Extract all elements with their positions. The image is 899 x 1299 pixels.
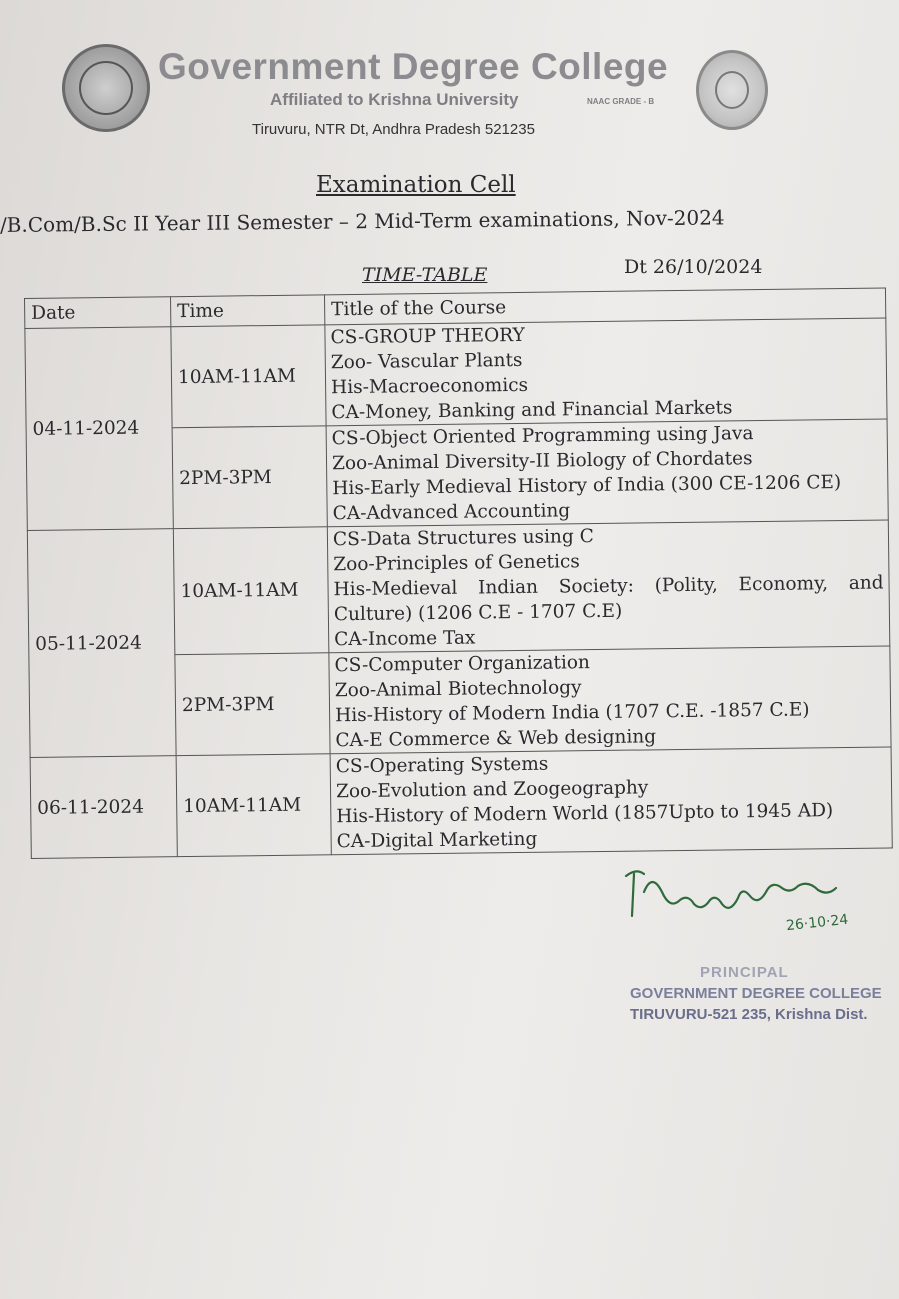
course-title: Zoo-Animal Biotechnology bbox=[334, 677, 582, 702]
course-list bbox=[325, 318, 887, 426]
course-title: CS-Object Oriented Programming using Java bbox=[331, 423, 754, 450]
course-title: CS-GROUP THEORY bbox=[330, 324, 525, 349]
header-time: Time bbox=[170, 295, 324, 327]
course-title: Zoo-Evolution and Zoogeography bbox=[335, 777, 649, 803]
exam-time: 2PM-3PM bbox=[175, 653, 330, 756]
signature-date: 26·10·24 bbox=[785, 911, 850, 935]
examination-cell-title: Examination Cell bbox=[316, 172, 516, 198]
course-title: His-Macroeconomics bbox=[330, 374, 529, 399]
exam-time: 10AM-11AM bbox=[176, 754, 331, 857]
course-list bbox=[330, 747, 892, 855]
timetable bbox=[24, 287, 893, 858]
course-title: CS-Data Structures using C bbox=[332, 526, 594, 551]
table-row bbox=[25, 318, 887, 430]
course-title: CA-Digital Marketing bbox=[336, 828, 538, 853]
course-title: His-Medieval Indian Society: (Polity, Economy, and Culture) (1206 C.E - 1707 C.E) bbox=[333, 572, 884, 626]
timetable-heading: TIME-TABLE bbox=[362, 264, 488, 286]
exam-time: 2PM-3PM bbox=[172, 426, 327, 529]
table-row bbox=[30, 747, 892, 859]
course-title: Zoo-Animal Diversity-II Biology of Chordates bbox=[331, 448, 753, 475]
college-address: Tiruvuru, NTR Dt, Andhra Pradesh 521235 bbox=[252, 121, 535, 138]
college-seal-left bbox=[62, 44, 150, 132]
course-title: His-History of Modern World (1857Upto to 1945 AD) bbox=[336, 800, 834, 828]
stamp-address: TIRUVURU-521 235, Krishna Dist. bbox=[630, 1006, 868, 1023]
course-title: His-History of Modern India (1707 C.E. -1857 C.E) bbox=[334, 699, 810, 727]
course-list bbox=[326, 419, 888, 527]
exam-title: /B.Com/B.Sc II Year III Semester – 2 Mid-Term examinations, Nov-2024 bbox=[0, 205, 725, 237]
course-title: His-Early Medieval History of India (300 CE-1206 CE) bbox=[332, 472, 842, 500]
exam-date: 04-11-2024 bbox=[25, 327, 173, 531]
affiliation: Affiliated to Krishna University bbox=[270, 90, 519, 109]
principal-stamp bbox=[630, 962, 882, 1025]
course-title: CS-Computer Organization bbox=[334, 652, 590, 677]
exam-date: 06-11-2024 bbox=[30, 756, 177, 859]
course-list bbox=[327, 520, 889, 653]
exam-date: 05-11-2024 bbox=[27, 529, 176, 758]
course-title: Zoo-Principles of Genetics bbox=[333, 551, 580, 576]
course-title: CS-Operating Systems bbox=[335, 753, 549, 778]
course-title: CA-Income Tax bbox=[334, 627, 476, 651]
stamp-college: GOVERNMENT DEGREE COLLEGE bbox=[630, 985, 882, 1002]
course-list bbox=[329, 646, 891, 754]
course-title: CA-Advanced Accounting bbox=[332, 500, 571, 525]
header-course-title: Title of the Course bbox=[324, 288, 885, 325]
exam-time: 10AM-11AM bbox=[173, 527, 329, 655]
course-title: CA-E Commerce & Web designing bbox=[335, 726, 657, 752]
document-date: Dt 26/10/2024 bbox=[624, 256, 763, 278]
stamp-title: PRINCIPAL bbox=[700, 964, 789, 981]
college-name: Government Degree College bbox=[158, 46, 669, 87]
course-title: Zoo- Vascular Plants bbox=[330, 349, 523, 374]
exam-time: 10AM-11AM bbox=[171, 325, 326, 428]
state-emblem-right bbox=[696, 50, 768, 130]
header-date: Date bbox=[25, 297, 171, 329]
course-title: CA-Money, Banking and Financial Markets bbox=[331, 397, 733, 424]
naac-grade: NAAC GRADE - B bbox=[587, 97, 655, 106]
table-row bbox=[27, 520, 889, 657]
